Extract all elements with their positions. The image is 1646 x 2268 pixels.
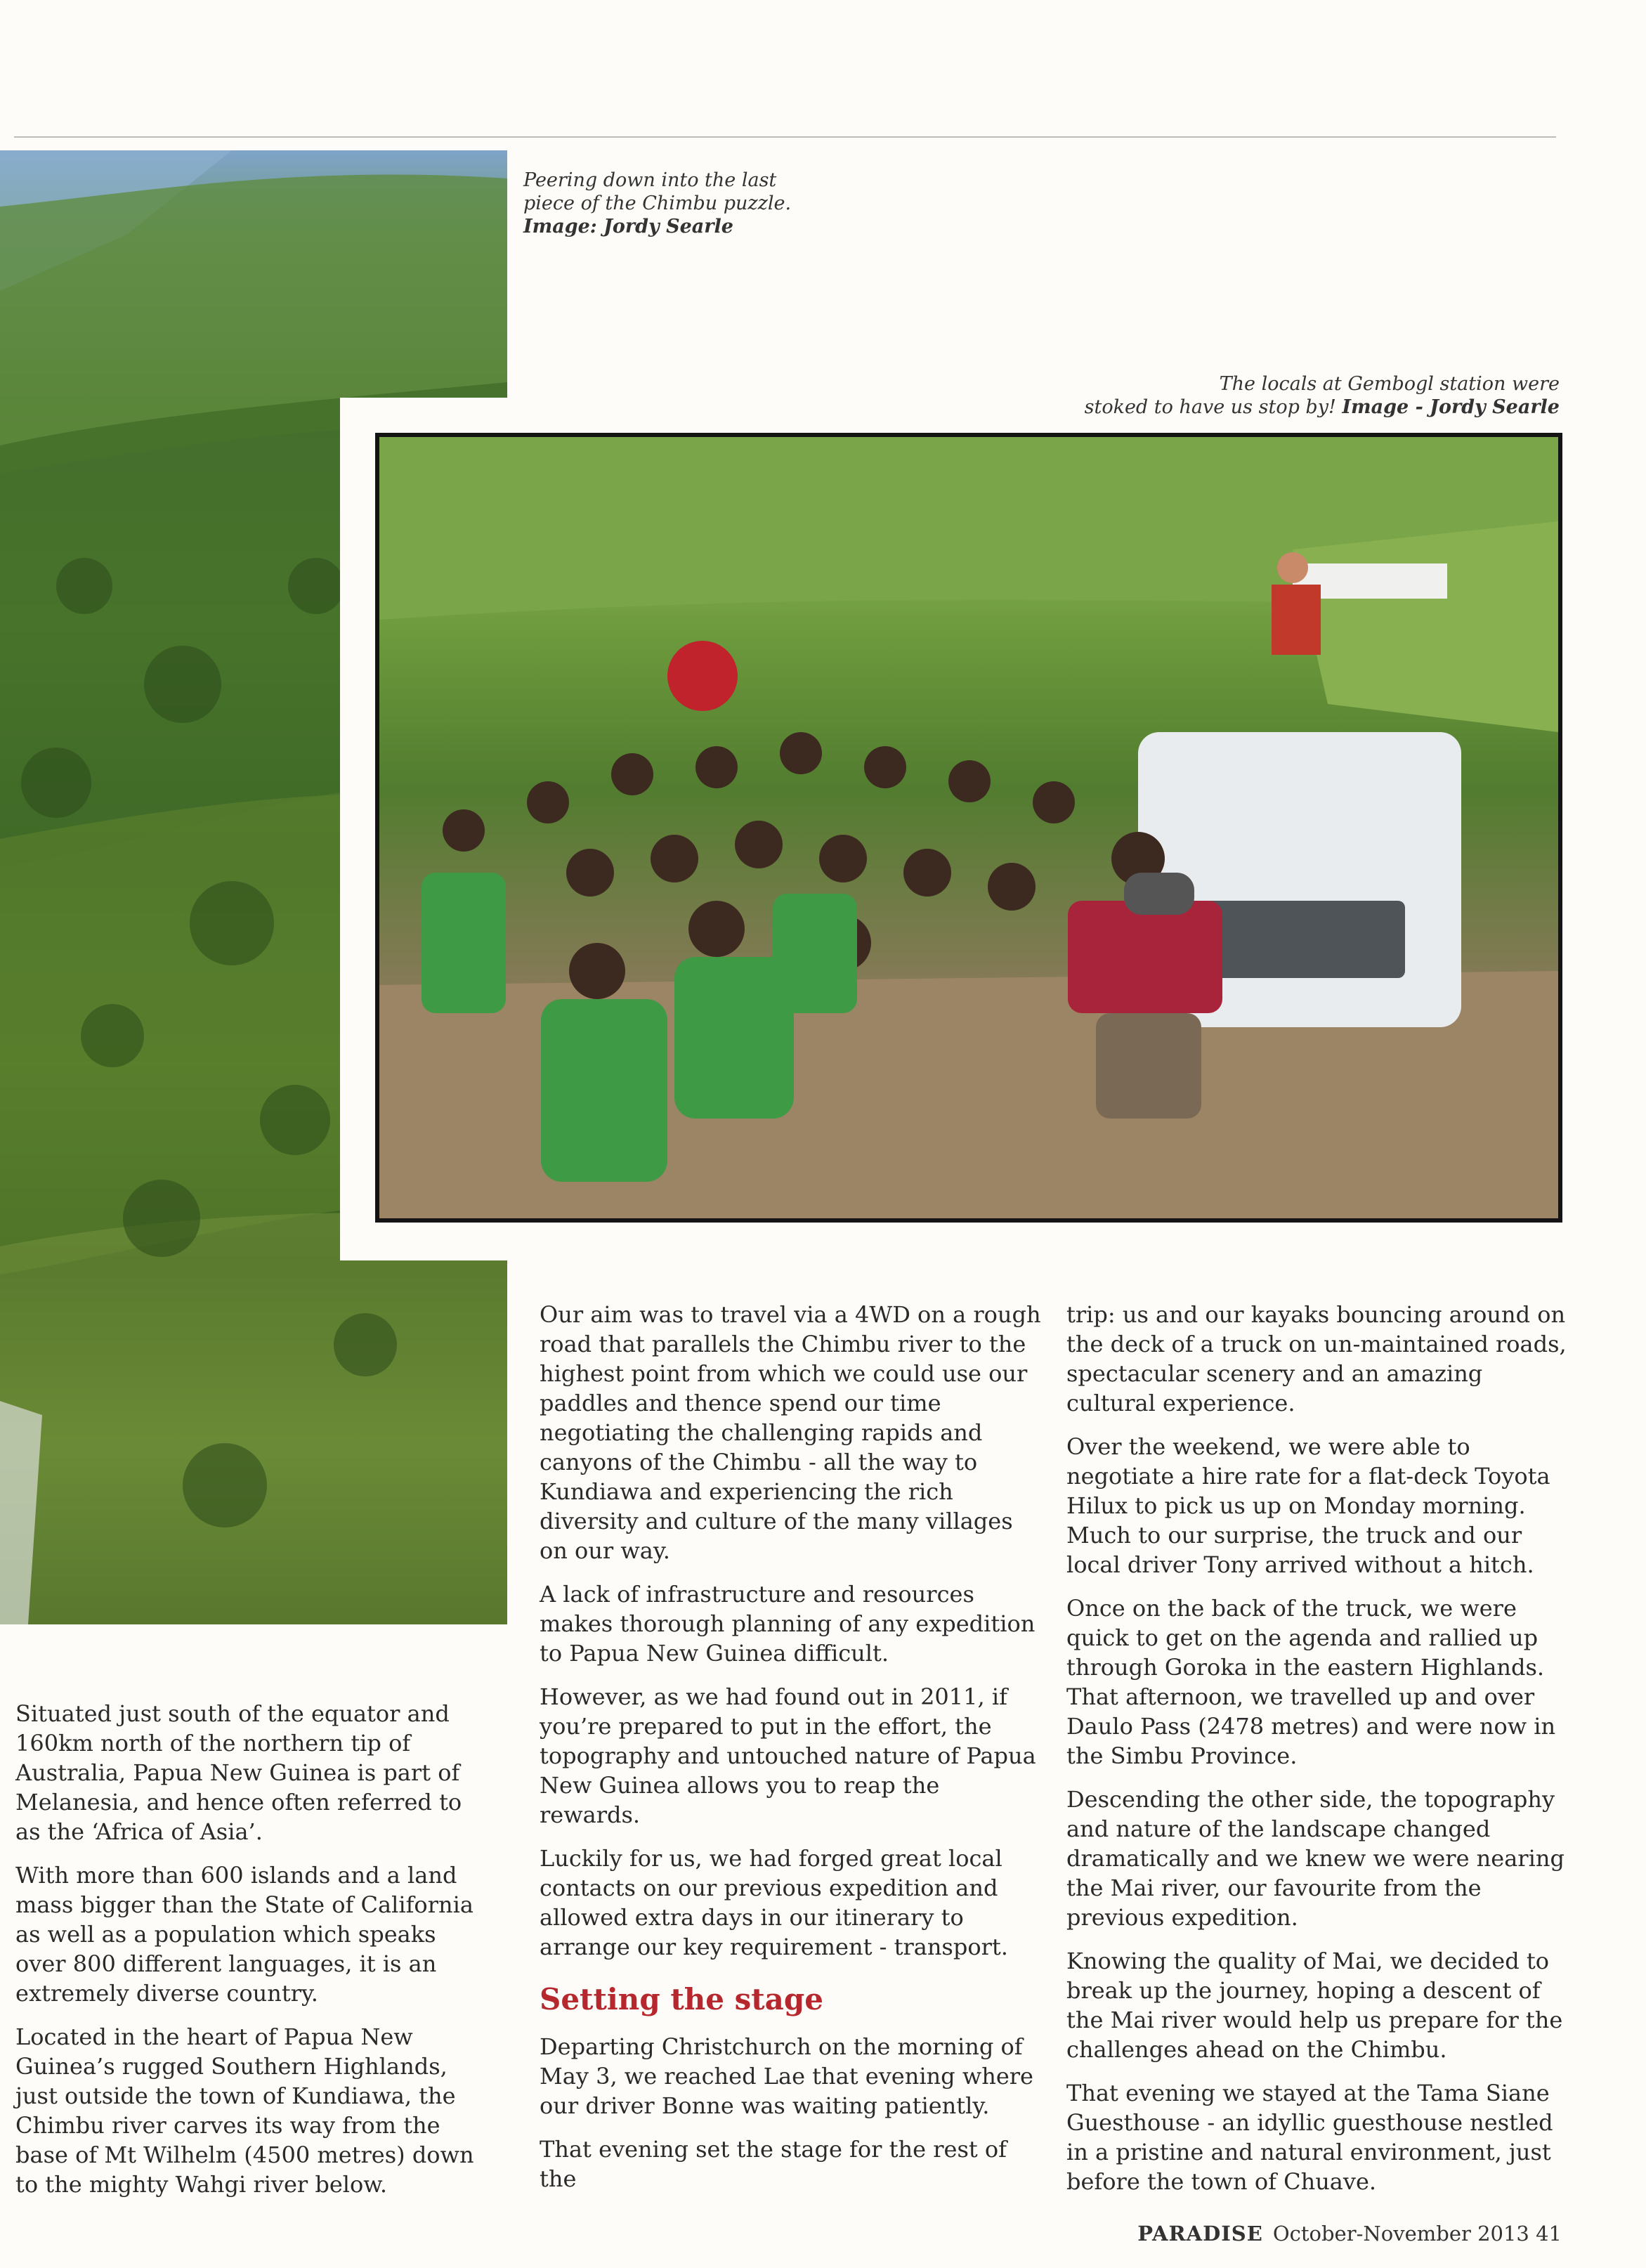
body-paragraph: Departing Christchurch on the morning of May 3, we reached Lae that evening where our driver Bonne was waiting patiently.	[540, 2033, 1033, 2119]
caption-line: piece of the Chimbu puzzle.	[523, 193, 792, 214]
body-paragraph: Descending the other side, the topography and nature of the landscape changed dramatically and we knew we were nearing the Mai river, our favourite from the previous expedition.	[1066, 1786, 1565, 1931]
body-paragraph: Once on the back of the truck, we were quick to get on the agenda and rallied up through Goroka in the eastern Highlands. That afternoon, we travelled up and over Daulo Pass (2478 metres) and were now in the Simbu Province.	[1066, 1595, 1556, 1769]
gembogl-locals-photo	[375, 433, 1562, 1223]
article-column-1	[15, 1699, 493, 2213]
page-number: 41	[1536, 2222, 1562, 2246]
body-paragraph: With more than 600 islands and a land mass bigger than the State of California as well as a population which speaks over 800 different languages, it is an extremely diverse country.	[15, 1862, 473, 2007]
body-paragraph: That evening we stayed at the Tama Siane Guesthouse - an idyllic guesthouse nestled in a pristine and natural environment, just before the town of Chuave.	[1066, 2080, 1553, 2195]
body-paragraph: Over the weekend, we were able to negotiate a hire rate for a flat-deck Toyota Hilux to pick us up on Monday morning. Much to our surprise, the truck and our local driver Tony arrived without a hitch.	[1066, 1433, 1550, 1578]
top-rule	[14, 136, 1556, 138]
caption-line: The locals at Gembogl station were	[1219, 373, 1560, 395]
caption-line: Peering down into the last	[523, 169, 777, 191]
caption-credit: Image: Jordy Searle	[523, 216, 733, 237]
body-paragraph: Our aim was to travel via a 4WD on a rough road that parallels the Chimbu river to the highest point from which we could use our paddles and thence spend our time negotiating the challenging rapids and canyons of the Chimbu - all the way to Kundiawa and experiencing the rich diversity and culture of the many villages on our way.	[540, 1301, 1041, 1564]
page-footer	[1137, 2222, 1562, 2246]
body-paragraph: A lack of infrastructure and resources makes thorough planning of any expedition to Papua New Guinea difficult.	[540, 1581, 1036, 1667]
body-paragraph: Situated just south of the equator and 160km north of the northern tip of Australia, Papua New Guinea is part of Melanesia, and hence often referred to as the ‘Africa of Asia’.	[15, 1700, 462, 1845]
valley-photo-caption	[523, 169, 875, 238]
magazine-name: PARADISE	[1137, 2222, 1263, 2246]
body-paragraph: Located in the heart of Papua New Guinea’s rugged Southern Highlands, just outside the town of Kundiawa, the Chimbu river carves its way from the base of Mt Wilhelm (4500 metres) down to the mighty Wahgi river below.	[15, 2023, 474, 2198]
body-paragraph: Luckily for us, we had forged great local contacts on our previous expedition and allowed extra days in our itinerary to arrange our key requirement - transport.	[540, 1845, 1008, 1960]
body-paragraph: Knowing the quality of Mai, we decided to break up the journey, hoping a descent of the Mai river would help us prepare for the challenges ahead on the Chimbu.	[1066, 1948, 1563, 2063]
section-heading: Setting the stage	[540, 1982, 823, 2016]
caption-credit: Image - Jordy Searle	[1342, 396, 1560, 418]
article-column-3	[1066, 1300, 1572, 2210]
group-photo-caption	[1054, 372, 1560, 419]
body-paragraph: That evening set the stage for the rest of the	[540, 2136, 1007, 2192]
article-column-2	[540, 1300, 1045, 2208]
body-paragraph: trip: us and our kayaks bouncing around on the deck of a truck on un-maintained roads, spectacular scenery and an amazing cultural experience.	[1066, 1301, 1567, 1416]
issue-date: October-November 2013	[1272, 2222, 1529, 2246]
caption-line: stoked to have us stop by!	[1084, 396, 1336, 418]
body-paragraph: However, as we had found out in 2011, if you’re prepared to put in the effort, the topography and untouched nature of Papua New Guinea allows you to reap the rewards.	[540, 1683, 1036, 1828]
